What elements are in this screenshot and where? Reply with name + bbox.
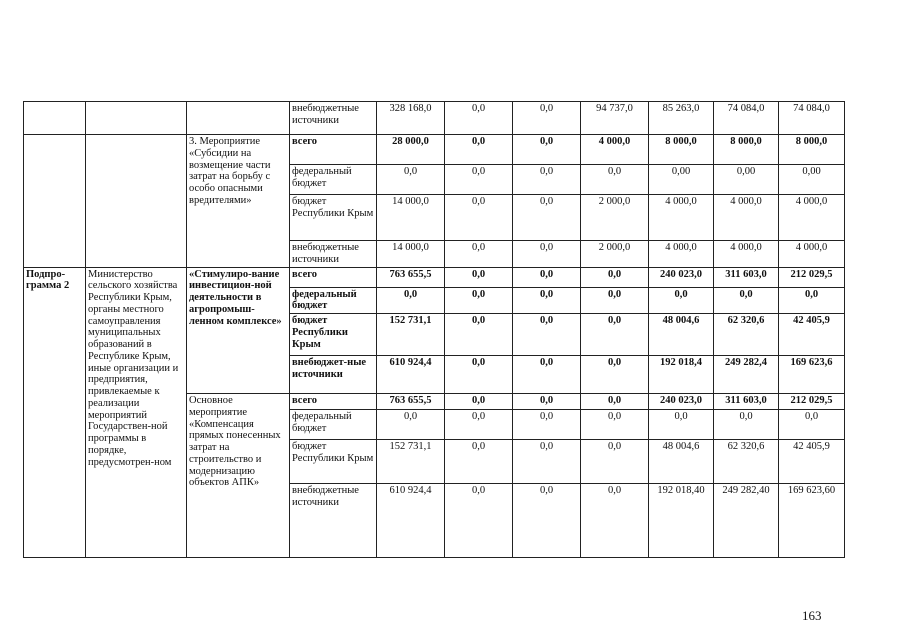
value-cell: 0,0 xyxy=(779,287,845,314)
value-cell: 169 623,60 xyxy=(779,484,845,558)
value-cell: 0,0 xyxy=(649,410,714,440)
subprogram-label: Подпро-грамма 2 xyxy=(24,267,86,558)
value-cell: 0,0 xyxy=(581,314,649,356)
event-name-cell: 3. Мероприятие «Субсидии на возмещение части затрат на борьбу с особо опасными вредителями» xyxy=(187,135,290,268)
value-cell: 0,0 xyxy=(513,410,581,440)
value-cell: 85 263,0 xyxy=(649,102,714,135)
event-cell xyxy=(187,102,290,135)
source-cell: бюджет Республики Крым xyxy=(290,314,377,356)
value-cell: 328 168,0 xyxy=(377,102,445,135)
executor-cell xyxy=(86,135,187,268)
value-cell: 0,0 xyxy=(445,102,513,135)
value-cell: 4 000,0 xyxy=(649,241,714,268)
value-cell: 0,0 xyxy=(513,440,581,484)
executor-cell xyxy=(86,102,187,135)
source-cell: внебюджет-ные источники xyxy=(290,356,377,394)
value-cell: 4 000,0 xyxy=(581,135,649,165)
subprogram-cell xyxy=(24,102,86,135)
value-cell: 311 603,0 xyxy=(714,394,779,410)
value-cell: 0,0 xyxy=(581,287,649,314)
value-cell: 240 023,0 xyxy=(649,394,714,410)
value-cell: 8 000,0 xyxy=(714,135,779,165)
value-cell: 0,00 xyxy=(714,165,779,195)
value-cell: 0,0 xyxy=(513,314,581,356)
value-cell: 48 004,6 xyxy=(649,440,714,484)
value-cell: 763 655,5 xyxy=(377,267,445,287)
value-cell: 240 023,0 xyxy=(649,267,714,287)
value-cell: 0,0 xyxy=(714,287,779,314)
value-cell: 0,0 xyxy=(513,135,581,165)
value-cell: 212 029,5 xyxy=(779,394,845,410)
main-event-name: Основное мероприятие «Компенсация прямых понесенных затрат на строительство и модернизацию объектов АПК» xyxy=(187,394,290,558)
source-cell: бюджет Республики Крым xyxy=(290,195,377,241)
value-cell: 0,0 xyxy=(513,267,581,287)
value-cell: 28 000,0 xyxy=(377,135,445,165)
value-cell: 0,0 xyxy=(445,484,513,558)
value-cell: 0,0 xyxy=(377,410,445,440)
value-cell: 0,0 xyxy=(581,440,649,484)
value-cell: 4 000,0 xyxy=(779,195,845,241)
value-cell: 74 084,0 xyxy=(714,102,779,135)
value-cell: 2 000,0 xyxy=(581,241,649,268)
value-cell: 0,00 xyxy=(779,165,845,195)
source-cell: федеральный бюджет xyxy=(290,287,377,314)
value-cell: 4 000,0 xyxy=(714,195,779,241)
value-cell: 14 000,0 xyxy=(377,241,445,268)
value-cell: 0,0 xyxy=(513,356,581,394)
value-cell: 0,0 xyxy=(445,165,513,195)
value-cell: 0,0 xyxy=(445,394,513,410)
executor-cell: Министерство сельского хозяйства Республики Крым, органы местного самоуправления муниципальных образований в Республике Крым, иные организации и предприятия, привлекаемые к реализации мероприятий Государствен-ной программы в порядке, предусмотрен-ном xyxy=(86,267,187,558)
value-cell: 212 029,5 xyxy=(779,267,845,287)
value-cell: 4 000,0 xyxy=(779,241,845,268)
table-row xyxy=(24,135,845,165)
value-cell: 0,0 xyxy=(513,102,581,135)
source-cell: всего xyxy=(290,394,377,410)
value-cell: 0,00 xyxy=(649,165,714,195)
value-cell: 8 000,0 xyxy=(779,135,845,165)
value-cell: 0,0 xyxy=(377,287,445,314)
value-cell: 192 018,40 xyxy=(649,484,714,558)
value-cell: 0,0 xyxy=(513,484,581,558)
value-cell: 0,0 xyxy=(377,165,445,195)
value-cell: 8 000,0 xyxy=(649,135,714,165)
value-cell: 0,0 xyxy=(513,287,581,314)
source-cell: внебюджетные источники xyxy=(290,241,377,268)
value-cell: 0,0 xyxy=(714,410,779,440)
value-cell: 192 018,4 xyxy=(649,356,714,394)
subprogram-name: «Стимулиро-вание инвестицион-ной деятельности в агропромыш-ленном комплексе» xyxy=(187,267,290,394)
value-cell: 152 731,1 xyxy=(377,314,445,356)
value-cell: 42 405,9 xyxy=(779,314,845,356)
value-cell: 4 000,0 xyxy=(714,241,779,268)
value-cell: 48 004,6 xyxy=(649,314,714,356)
source-cell: внебюджетные источники xyxy=(290,484,377,558)
value-cell: 0,0 xyxy=(445,195,513,241)
value-cell: 62 320,6 xyxy=(714,314,779,356)
value-cell: 311 603,0 xyxy=(714,267,779,287)
value-cell: 0,0 xyxy=(445,241,513,268)
value-cell: 0,0 xyxy=(513,394,581,410)
value-cell: 4 000,0 xyxy=(649,195,714,241)
source-cell: всего xyxy=(290,267,377,287)
source-cell: внебюджетные источники xyxy=(290,102,377,135)
value-cell: 0,0 xyxy=(513,195,581,241)
page-number: 163 xyxy=(802,608,822,623)
value-cell: 62 320,6 xyxy=(714,440,779,484)
value-cell: 0,0 xyxy=(779,410,845,440)
value-cell: 249 282,4 xyxy=(714,356,779,394)
value-cell: 0,0 xyxy=(513,241,581,268)
source-cell: федеральный бюджет xyxy=(290,165,377,195)
source-cell: федеральный бюджет xyxy=(290,410,377,440)
subprogram-cell xyxy=(24,135,86,268)
value-cell: 0,0 xyxy=(445,287,513,314)
value-cell: 14 000,0 xyxy=(377,195,445,241)
value-cell: 0,0 xyxy=(445,314,513,356)
value-cell: 94 737,0 xyxy=(581,102,649,135)
value-cell: 152 731,1 xyxy=(377,440,445,484)
value-cell: 0,0 xyxy=(445,135,513,165)
value-cell: 0,0 xyxy=(581,165,649,195)
value-cell: 0,0 xyxy=(649,287,714,314)
value-cell: 2 000,0 xyxy=(581,195,649,241)
value-cell: 0,0 xyxy=(581,410,649,440)
value-cell: 610 924,4 xyxy=(377,356,445,394)
value-cell: 169 623,6 xyxy=(779,356,845,394)
value-cell: 0,0 xyxy=(445,440,513,484)
table-row xyxy=(24,102,845,135)
value-cell: 42 405,9 xyxy=(779,440,845,484)
value-cell: 0,0 xyxy=(513,165,581,195)
budget-table xyxy=(23,101,845,558)
table-row xyxy=(24,267,845,287)
value-cell: 0,0 xyxy=(581,394,649,410)
value-cell: 763 655,5 xyxy=(377,394,445,410)
value-cell: 610 924,4 xyxy=(377,484,445,558)
source-cell: бюджет Республики Крым xyxy=(290,440,377,484)
source-cell: всего xyxy=(290,135,377,165)
value-cell: 0,0 xyxy=(445,410,513,440)
value-cell: 0,0 xyxy=(581,267,649,287)
value-cell: 249 282,40 xyxy=(714,484,779,558)
value-cell: 0,0 xyxy=(445,267,513,287)
value-cell: 0,0 xyxy=(445,356,513,394)
value-cell: 0,0 xyxy=(581,356,649,394)
value-cell: 74 084,0 xyxy=(779,102,845,135)
value-cell: 0,0 xyxy=(581,484,649,558)
